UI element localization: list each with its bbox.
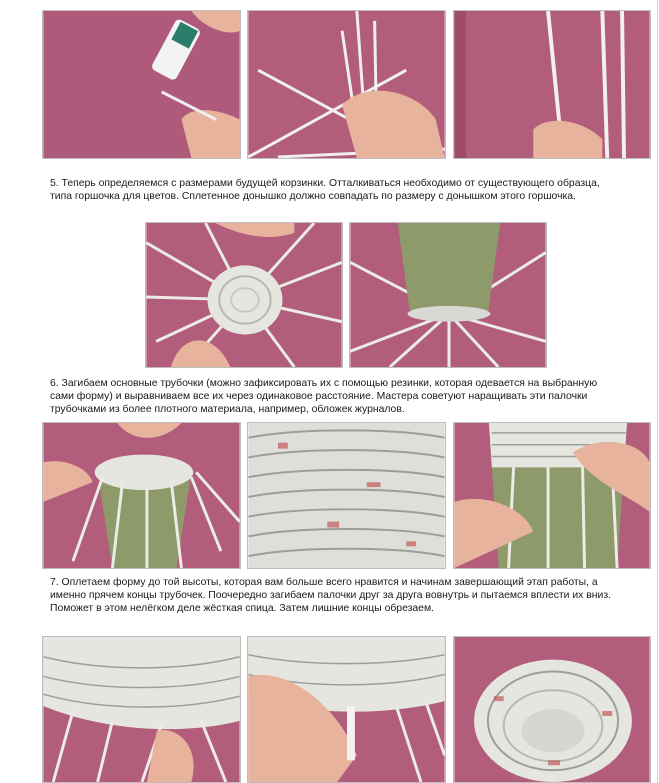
photo-woven-base — [145, 222, 343, 368]
photo-bending-sticks — [247, 636, 446, 783]
step-7-text: 7. Оплетаем форму до той высоты, которая вам больше всего нравится и начинам завершающий этап работы, а именно прячем концы трубочек. Поочередно загибаем палочки друг за друга вовнутрь и пытаемся вплести их вниз. Поможет в этом нелёгком деле жёсткая спица. Затем лишние концы обрезаем. — [50, 577, 611, 614]
photo-woven-closeup — [247, 422, 446, 569]
photo-pot-upright-sticks — [42, 422, 241, 569]
step-6-text: 6. Загибаем основные трубочки (можно зафиксировать их с помощью резинки, которая одевается на выбранную сами форму) и выравниваем все их через одинаковое расстояние. Мастера советуют наращивать эти палочки трубочками из более плотного материала, например, обложек журналов. — [50, 378, 598, 415]
photo-sticks-hand — [453, 10, 651, 159]
photo-sticks-cross — [247, 10, 446, 159]
photo-finished-basket — [453, 636, 651, 783]
photo-pot-on-base — [349, 222, 547, 368]
photo-glue-stick — [42, 10, 241, 159]
step-5-text: 5. Теперь определяемся с размерами будущей корзинки. Отталкиваться необходимо от существующего образца, типа горшочка для цветов. Сплетенное донышко должно совпадать по размеру с донышком этого горшочка. — [50, 178, 600, 202]
photo-weaving-pot — [453, 422, 651, 569]
photo-tucking-ends — [42, 636, 241, 783]
